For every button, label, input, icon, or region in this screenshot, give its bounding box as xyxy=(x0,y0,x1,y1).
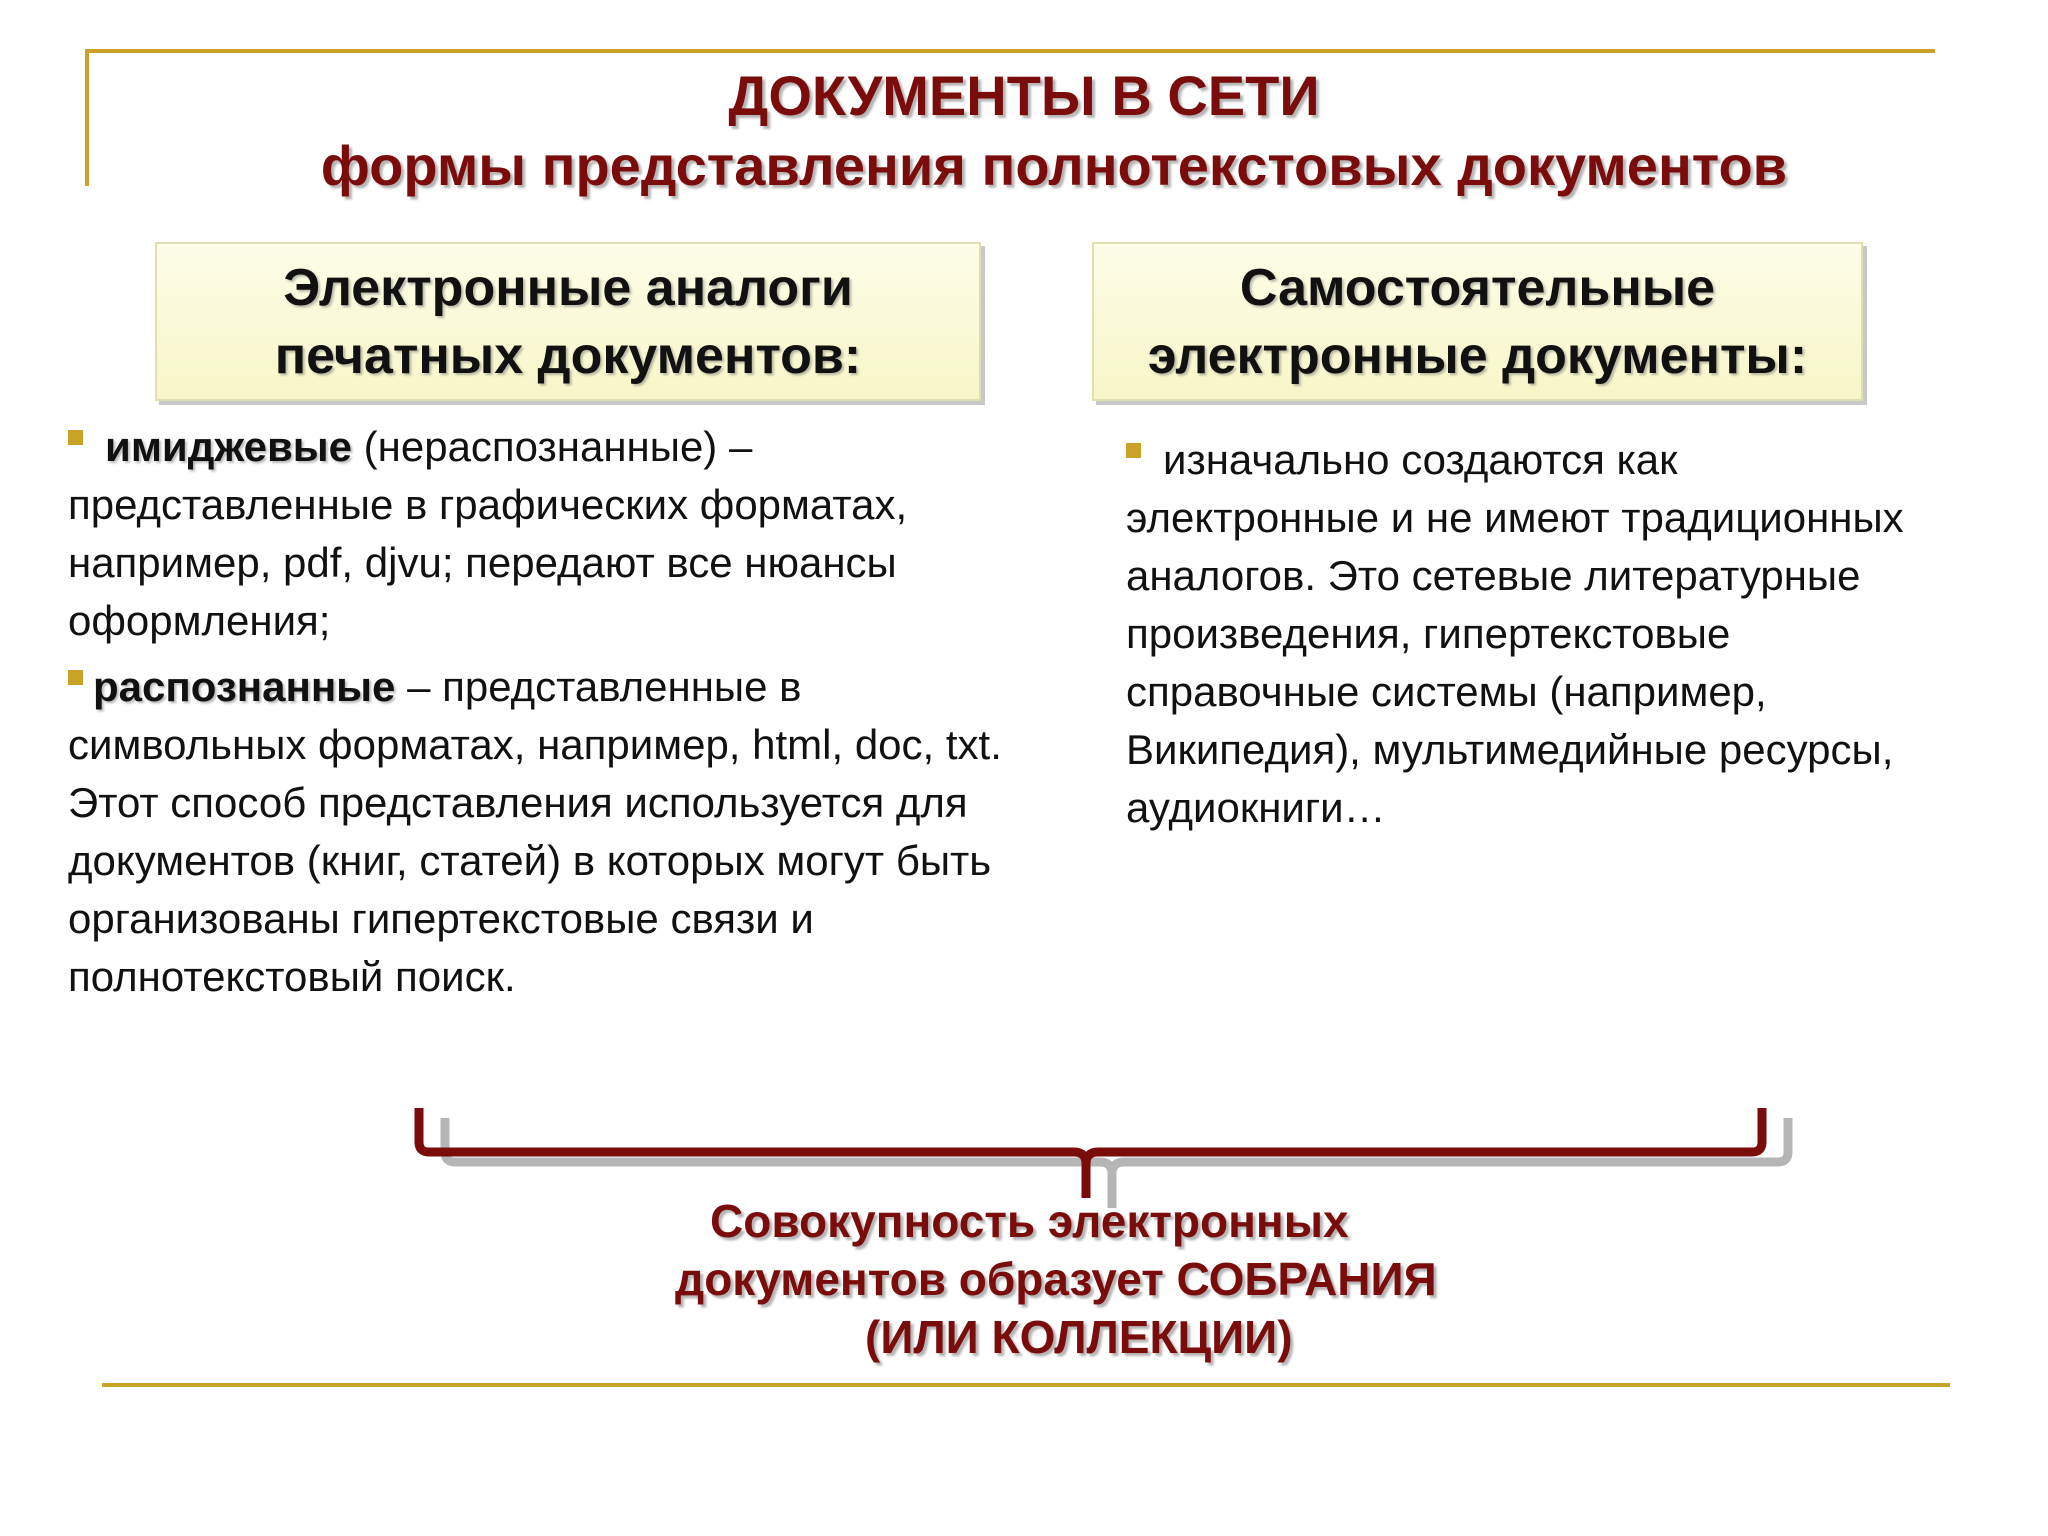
square-bullet-icon xyxy=(1126,443,1141,458)
list-item xyxy=(68,658,1008,1006)
conclusion-line-3: (ИЛИ КОЛЛЕКЦИИ) xyxy=(865,1311,1293,1363)
left-column-text xyxy=(68,418,1008,1014)
right-header-line-2: электронные документы: xyxy=(1147,326,1808,385)
item-text: (нераспознанные) – представленные в графических форматах, например, pdf, djvu; передают все нюансы оформления; xyxy=(68,423,908,644)
conclusion-line-1: Совокупность электронных xyxy=(710,1195,1349,1247)
top-divider xyxy=(85,49,1935,53)
bottom-divider xyxy=(102,1383,1950,1387)
right-column-text xyxy=(1126,431,1906,845)
list-item xyxy=(68,418,1008,650)
right-header-line-1: Самостоятельные xyxy=(1239,258,1716,317)
right-header-box xyxy=(1092,242,1863,401)
item-text: – представленные в символьных форматах, например, html, doc, txt. Этот способ представления используется для документов (книг, статей) в которых могут быть организованы гипертекстовые связи и полнотекстовый поиск. xyxy=(68,663,1002,1000)
slide-subtitle: формы представления полнотекстовых документов xyxy=(320,134,1788,197)
left-header-line-1: Электронные аналоги xyxy=(283,258,853,317)
term-recognized: распознанные xyxy=(93,663,396,710)
conclusion-line-2: документов образует СОБРАНИЯ xyxy=(675,1253,1437,1305)
conclusion-text xyxy=(620,1192,1560,1366)
list-item xyxy=(1126,431,1906,837)
item-text: изначально создаются как электронные и не имеют традиционных аналогов. Это сетевые литературные произведения, гипертекстовые справочные системы (например, Википедия), мультимедийные ресурсы, аудиокниги… xyxy=(1126,436,1904,831)
slide-title: ДОКУМЕНТЫ В СЕТИ xyxy=(728,64,1320,127)
left-header-line-2: печатных документов: xyxy=(274,326,862,385)
left-header-box xyxy=(155,242,981,401)
square-bullet-icon xyxy=(68,430,83,445)
term-image: имиджевые xyxy=(105,423,352,470)
square-bullet-icon xyxy=(68,670,83,685)
